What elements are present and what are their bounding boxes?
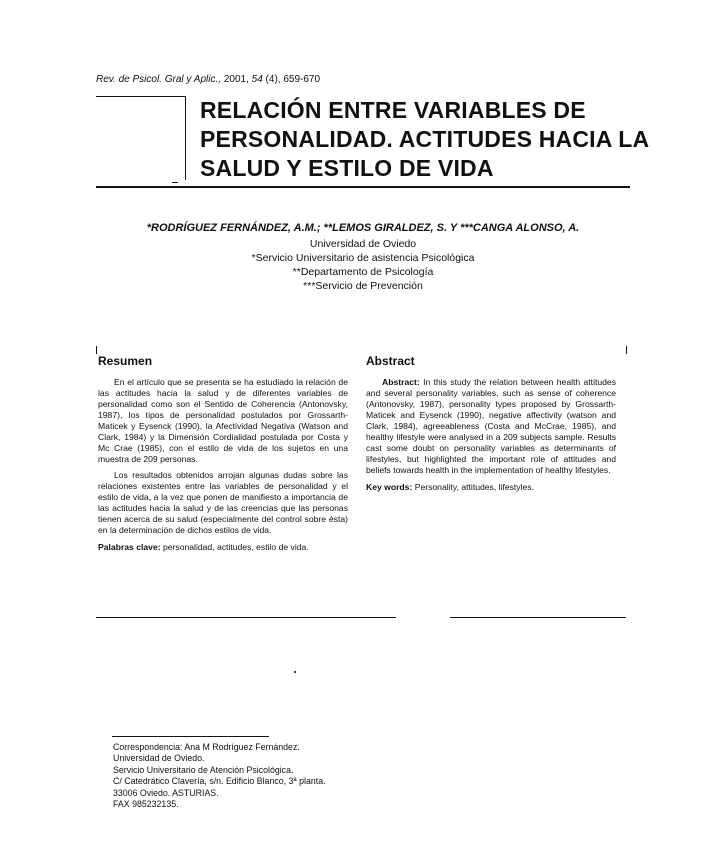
title-line-1: RELACIÓN ENTRE VARIABLES DE xyxy=(200,97,586,123)
resumen-keywords-label: Palabras clave: xyxy=(98,542,161,552)
resumen-keywords-text: personalidad, actitudes, estilo de vida. xyxy=(162,542,309,552)
resumen-paragraph-2: Los resultados obtenidos arrojan algunas dudas sobre las relaciones existentes entre las variables de personalidad y el estilo de vida, a la vez que ponen de manifiesto a importancia de las actitudes hacia la salud y de las creencias que las personas tienen acerca de su salud (especialmente del control sobre ésta) en la determinación de dichos estilos de vida. xyxy=(98,470,348,535)
abstract-paragraph xyxy=(366,377,616,476)
stray-dot xyxy=(294,671,296,673)
title-frame-side-line xyxy=(185,96,186,180)
abstract-keywords-text: Personality, attitudes, lifestyles. xyxy=(414,482,534,492)
footnote-line-5: 33006 Oviedo. ASTURIAS. xyxy=(113,787,219,798)
footnote-rule xyxy=(112,736,269,737)
footnote-line-1: Correspondencia: Ana M Rodríguez Fernández. xyxy=(113,742,300,752)
abstract-keywords xyxy=(366,482,616,493)
title-line-2: PERSONALIDAD. ACTITUDES HACIA LA xyxy=(200,126,650,152)
affiliation-university: Universidad de Oviedo xyxy=(309,238,417,250)
title-line-3: SALUD Y ESTILO DE VIDA xyxy=(200,155,494,181)
footnote-line-3: Servicio Universitario de Atención Psicológica. xyxy=(113,764,294,775)
title-frame-top-line xyxy=(96,96,186,97)
resumen-keywords xyxy=(98,542,348,553)
abstract-text: In this study the relation between health attitudes and several personality variables, such as sense of coherence (Antonovsky, 1987), personality types proposed by Grossarth-Maticek and Eysenck (1990), negative affectivity (watson and Clark, 1984), agreeableness (Costa and McCrae, 1985), and healthy lifestyle were analysed in a 209 subjects sample. Results cast some doubt on personality variables as determinants of lifestyles, but highlighted the important role of attitudes and beliefs towards health in the implementation of healthy lifestyles. xyxy=(366,377,616,475)
journal-volume: 54 xyxy=(251,74,263,85)
correspondence-footnote xyxy=(113,742,326,810)
journal-year: 2001, xyxy=(223,74,249,85)
authors: *RODRÍGUEZ FERNÁNDEZ, A.M.; **LEMOS GIRALDEZ, S. Y ***CANGA ALONSO, A. xyxy=(146,222,580,234)
affiliation-1: *Servicio Universitario de asistencia Psicológica xyxy=(251,252,475,264)
journal-issue-pages: (4), 659-670 xyxy=(265,74,321,85)
abstract-keywords-label: Key words: xyxy=(366,482,413,492)
paper-title xyxy=(200,96,650,183)
title-underline xyxy=(96,186,630,188)
affiliation-3: ***Servicio de Prevención xyxy=(303,280,423,292)
abstract-heading: Abstract xyxy=(366,354,415,368)
abstract-box-left-edge xyxy=(96,346,97,354)
footnote-line-2: Universidad de Oviedo. xyxy=(113,753,205,764)
resumen-section xyxy=(98,356,348,558)
abstract-box-right-edge xyxy=(626,346,627,354)
footnote-line-6: FAX 985232135. xyxy=(113,799,179,810)
resumen-paragraph-1: En el artículo que se presenta se ha estudiado la relación de las actitudes hacia la salud y de diferentes variables de personalidad como son el Sentido de Coherencia (Antonovsky, 1987), los tipos de personalidad postulados por Grossarth- Maticek y Eysenck (1990), la Afectividad Negativa (Watson and Clark, 1984) y la Dimensión Cordialidad postulada por Costa y Mc Crae (1985), con el estilo de vida de los sujetos en una muestra de 209 personas. xyxy=(98,377,348,464)
journal-reference xyxy=(96,74,320,85)
affiliation-2: **Departamento de Psicología xyxy=(292,266,434,278)
abstract-lead-label: Abstract: xyxy=(382,377,420,387)
abstract-bottom-rule-left xyxy=(96,617,396,618)
journal-name: Rev. de Psicol. Gral y Aplic., xyxy=(96,74,222,85)
resumen-heading: Resumen xyxy=(98,354,153,368)
footnote-line-4: C/ Catedrático Clavería, s/n. Edificio Blanco, 3ª planta. xyxy=(113,776,326,787)
abstract-section xyxy=(366,356,616,498)
title-frame-mark xyxy=(172,182,178,183)
abstract-bottom-rule-right xyxy=(450,617,626,618)
